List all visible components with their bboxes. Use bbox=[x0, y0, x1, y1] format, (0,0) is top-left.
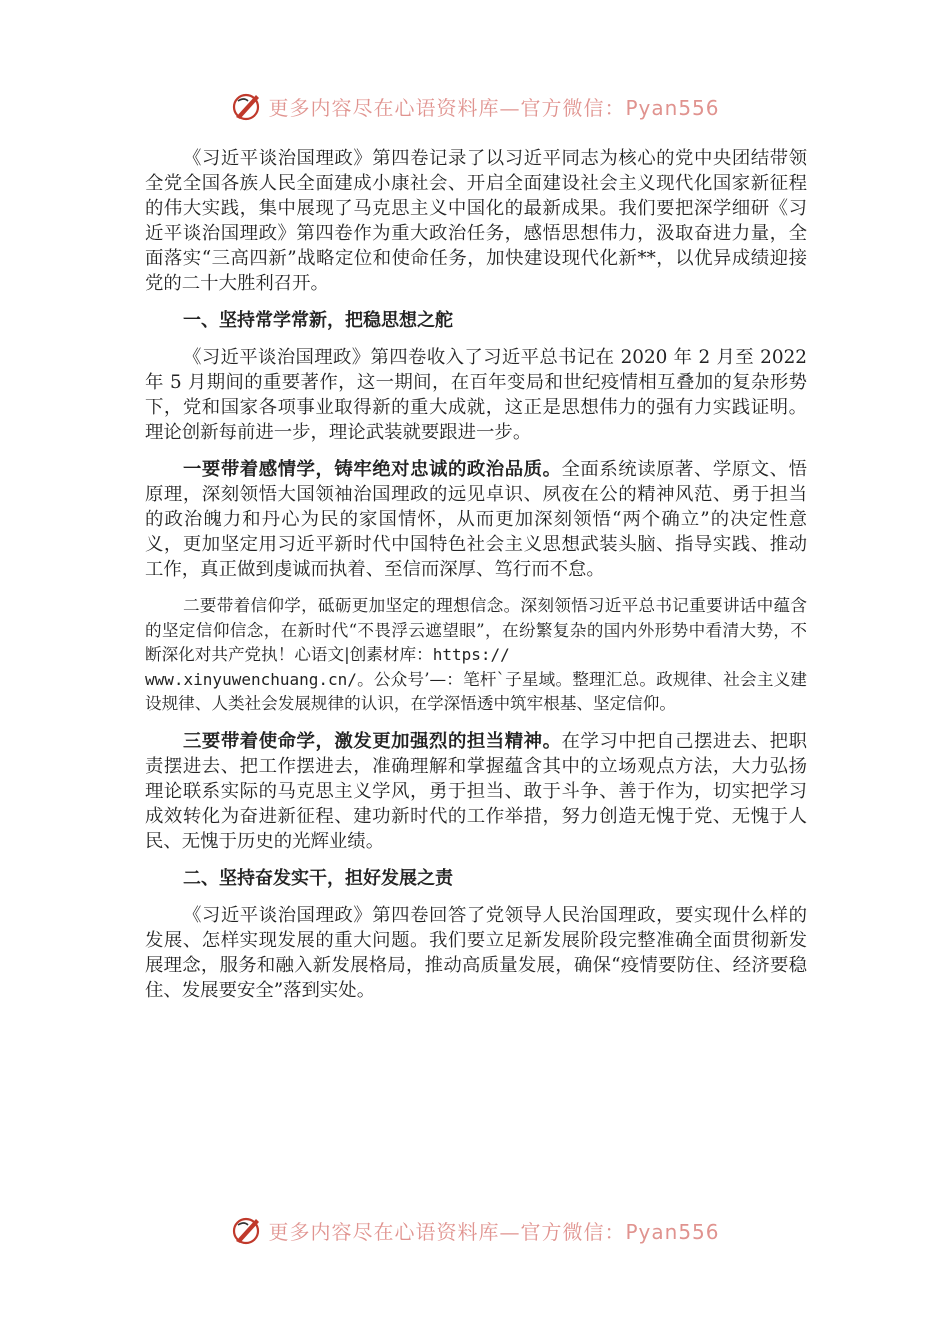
point2-text-a: 二要带着信仰学，砥砺更加坚定的理想信念。深刻领悟习近平总书记重要讲话中蕴含的坚定信仰信念，在新时代“不畏浮云遮望眼”，在纷繁复杂的国内外形势中看清大势，不断深化对共产党执！心语文|创素材库： bbox=[145, 596, 807, 665]
section1-paragraph: 《习近平谈治国理政》第四卷收入了习近平总书记在 2020 年 2 月至 2022 年 5 月期间的重要著作，这一期间，在百年变局和世纪疫情相互叠加的复杂形势下，党和国家各项事业取得新的重大成就，这正是思想伟力的强有力实践证明。理论创新每前进一步，理论武装就要跟进一步。 bbox=[145, 347, 807, 443]
point2-url-2: www.xinyuwenchuang.cn/ bbox=[145, 669, 357, 689]
banner-text: 更多内容尽在心语资料库—官方微信：Pyan556 bbox=[268, 1219, 720, 1244]
point2-url-1: https:// bbox=[432, 645, 510, 665]
section2-paragraph: 《习近平谈治国理政》第四卷回答了党领导人民治国理政，要实现什么样的发展、怎样实现发展的重大问题。我们要立足新发展阶段完整准确全面贯彻新发展理念，服务和融入新发展格局，推动高质量发展，确保“疫情要防住、经济要稳住、发展要安全”落到实处。 bbox=[145, 904, 807, 1001]
point1-paragraph bbox=[145, 457, 807, 582]
banner-wechat: Pyan556 bbox=[625, 95, 720, 120]
banner-text: 更多内容尽在心语资料库—官方微信：Pyan556 bbox=[268, 95, 720, 120]
quill-logo-icon bbox=[230, 89, 264, 123]
point2-text-b: 。公众号’—：笔杆`子星域。整理汇总。政规律、社会主义建设规律、人类社会发展规律的认识，在学深悟透中筑牢根基、坚定信仰。 bbox=[145, 669, 807, 714]
point1-text: 全面系统读原著、学原文、悟原理，深刻领悟大国领袖治国理政的远见卓识、夙夜在公的精神风范、勇于担当的政治魄力和丹心为民的家国情怀，从而更加深刻领悟“两个确立”的决定性意义，更加坚定用习近平新时代中国特色社会主义思想武装头脑、指导实践、推动工作，真正做到虔诚而执着、至信而深厚、笃行而不怠。 bbox=[145, 459, 807, 580]
document-body bbox=[145, 146, 807, 1003]
section2-heading: 二、坚持奋发实干，担好发展之责 bbox=[183, 867, 453, 889]
quill-logo-icon bbox=[230, 1213, 264, 1247]
point3-paragraph bbox=[145, 729, 807, 854]
point3-bold: 三要带着使命学，激发更加强烈的担当精神。 bbox=[183, 730, 562, 752]
section1-heading: 一、坚持常学常新，把稳思想之舵 bbox=[183, 310, 453, 331]
footer-banner bbox=[0, 1210, 950, 1250]
header-banner bbox=[0, 86, 950, 126]
point1-bold: 一要带着感情学，铸牢绝对忠诚的政治品质。 bbox=[183, 459, 562, 480]
point3-text: 在学习中把自己摆进去、把职责摆进去、把工作摆进去，准确理解和掌握蕴含其中的立场观点方法，大力弘扬理论联系实际的马克思主义学风，勇于担当、敢于斗争、善于作为，切实把学习成效转化为奋进新征程、建功新时代的工作举措，努力创造无愧于党、无愧于人民、无愧于历史的光辉业绩。 bbox=[145, 730, 807, 852]
point2-paragraph bbox=[145, 594, 807, 717]
intro-paragraph: 《习近平谈治国理政》第四卷记录了以习近平同志为核心的党中央团结带领全党全国各族人民全面建成小康社会、开启全面建设社会主义现代化国家新征程的伟大实践，集中展现了马克思主义中国化的最新成果。我们要把深学细研《习近平谈治国理政》第四卷作为重大政治任务，感悟思想伟力，汲取奋进力量，全面落实“三高四新”战略定位和使命任务，加快建设现代化新**，以优异成绩迎接党的二十大胜利召开。 bbox=[145, 148, 807, 294]
banner-wechat: Pyan556 bbox=[625, 1219, 720, 1244]
